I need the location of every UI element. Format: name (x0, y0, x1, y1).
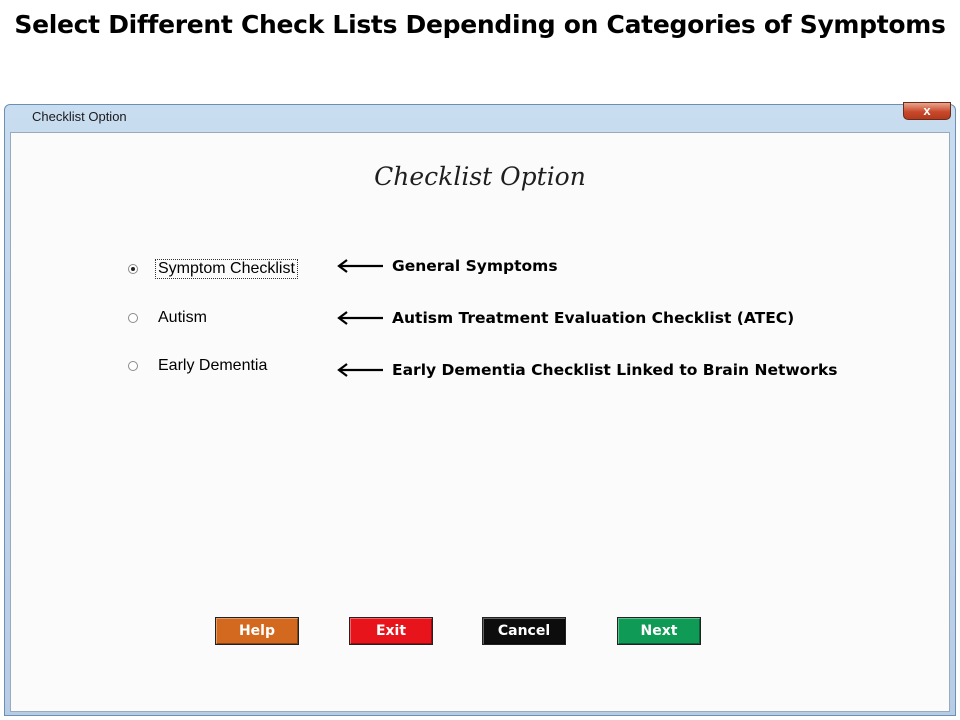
annotation-text: General Symptoms (392, 257, 558, 275)
left-arrow-icon (336, 311, 384, 325)
dialog-window (4, 104, 956, 716)
left-arrow-icon (336, 259, 384, 273)
annotation-autism (336, 309, 794, 327)
option-label-autism: Autism (158, 309, 207, 326)
close-button[interactable] (903, 102, 951, 120)
close-icon: x (923, 103, 931, 118)
radio-symptom-checklist[interactable] (128, 264, 138, 274)
option-label-symptom-checklist: Symptom Checklist (158, 260, 295, 277)
option-symptom-checklist[interactable] (128, 260, 297, 278)
window-title: Checklist Option (32, 109, 127, 124)
annotation-dementia (336, 361, 838, 379)
dialog-client-area (10, 132, 950, 712)
next-button[interactable]: Next (617, 617, 701, 645)
exit-button[interactable]: Exit (349, 617, 433, 645)
radio-early-dementia[interactable] (128, 361, 138, 371)
left-arrow-icon (336, 363, 384, 377)
radio-autism[interactable] (128, 313, 138, 323)
option-label-early-dementia: Early Dementia (158, 357, 268, 374)
slide-title: Select Different Check Lists Depending on Categories of Symptoms (14, 10, 946, 39)
title-bar[interactable] (5, 105, 955, 131)
option-early-dementia[interactable] (128, 357, 269, 375)
dialog-heading: Checklist Option (374, 162, 586, 191)
annotation-general (336, 257, 558, 275)
cancel-button[interactable]: Cancel (482, 617, 566, 645)
option-autism[interactable] (128, 309, 209, 327)
annotation-text: Early Dementia Checklist Linked to Brain Networks (392, 361, 838, 379)
help-button[interactable]: Help (215, 617, 299, 645)
annotation-text: Autism Treatment Evaluation Checklist (ATEC) (392, 309, 795, 327)
